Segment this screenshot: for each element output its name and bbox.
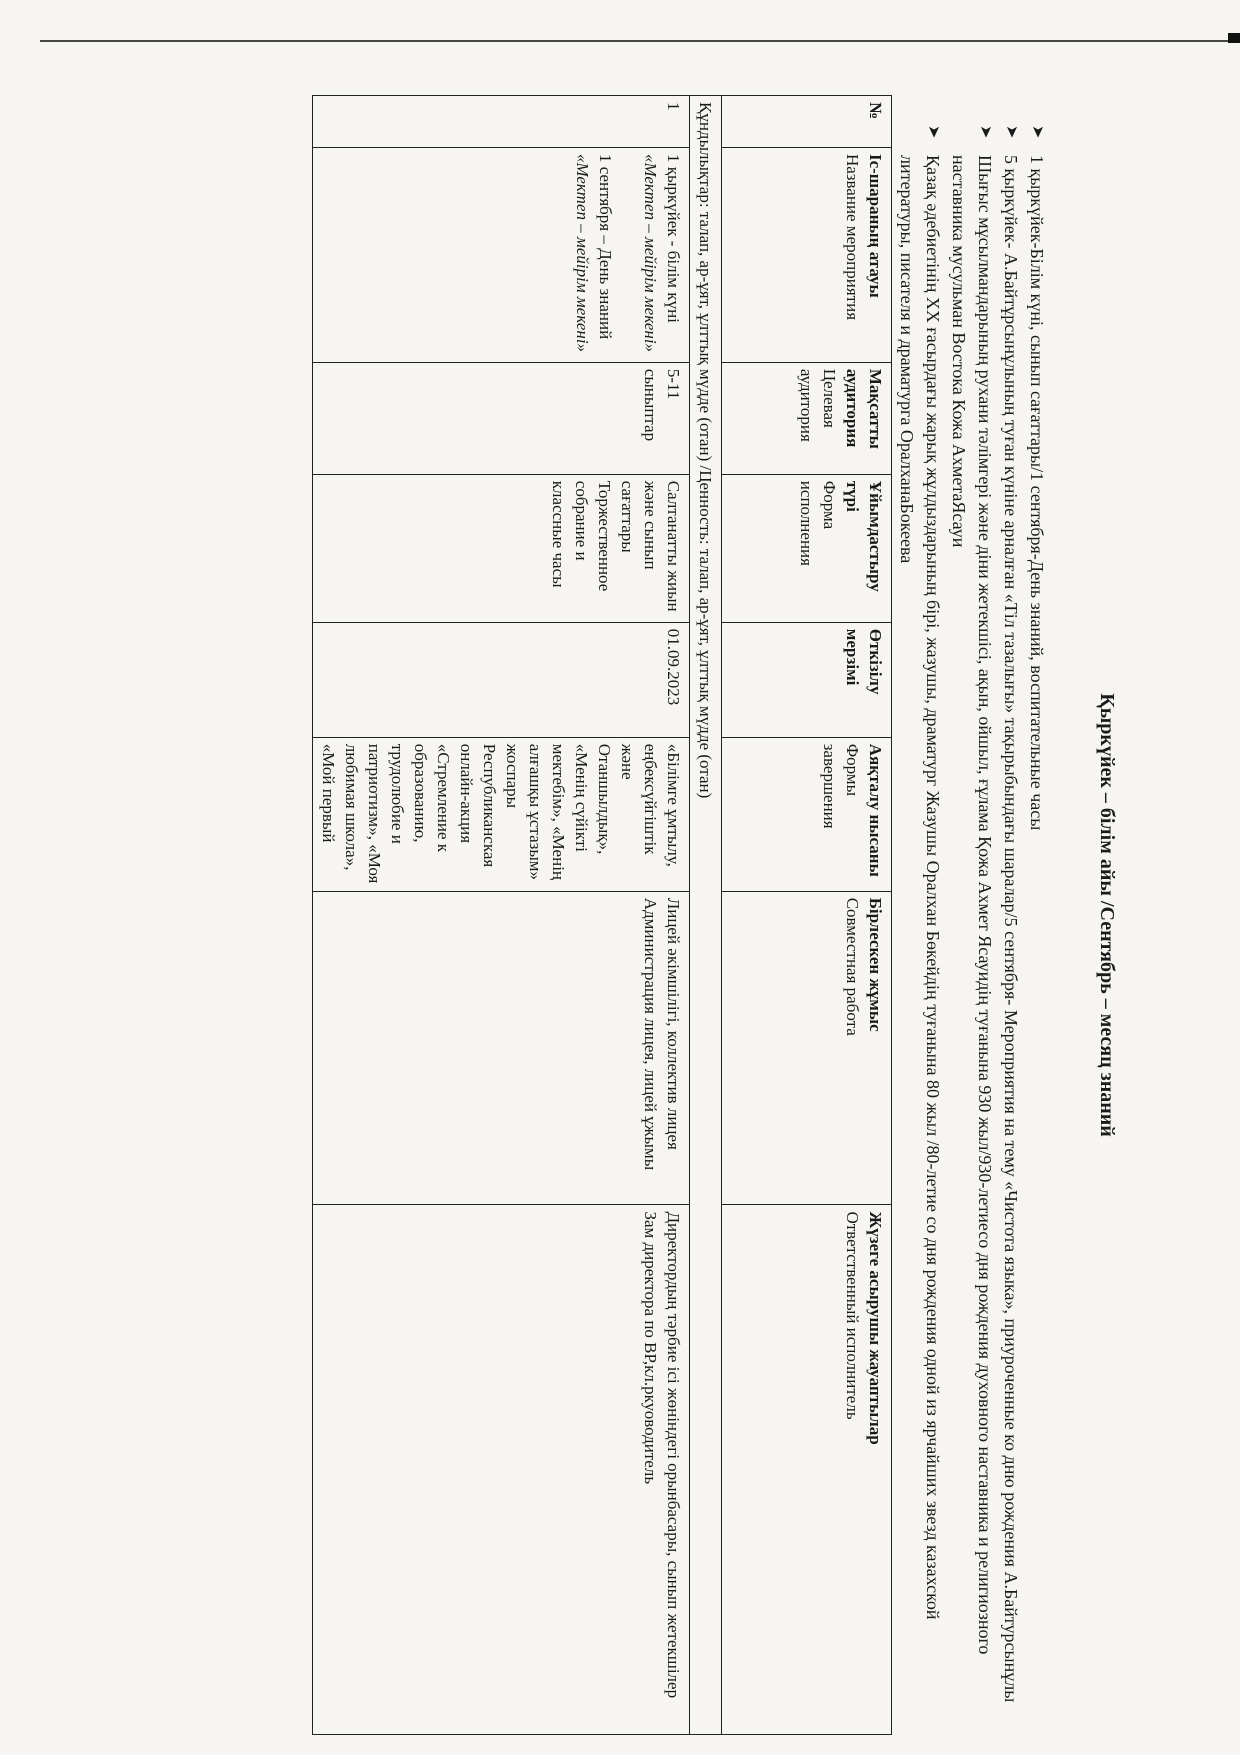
cell-number: 1	[313, 96, 690, 148]
cell-responsible: Директордың тәрбие ісі жөніндегі орынбасары, сынып жетекшілер Зам директора по ВР,кл.ркуоводитель	[313, 1205, 690, 1735]
header-cell-name: Іс-шараның атауы Название мероприятия	[722, 147, 892, 362]
event-text: Қазақ әдебиетінің ХХ ғасырдағы жарық жұлдыздарының бірі, жазушы, драматург Жазушы Оралхан Бөкейдің туғанына 80 жыл /80-летие со дня рождения одной из ярчайших звезд казахской литературы, писателя и драматурга ОралханаБокеева	[897, 155, 943, 1620]
header-cell-responsible: Жүзеге асырушы жауаптылар Ответственный исполнитель	[722, 1205, 892, 1735]
cell-date: 01.09.2023	[313, 622, 690, 737]
list-item	[946, 125, 998, 1705]
cell-event-name: 1 қыркүйек - білім күні «Мектеп – мейірім мекені» 1 сентября – День знаний «Мектеп – мейірім мекені»	[313, 147, 690, 362]
event-text: 1 қыркүйек-Білім күні, сынып сағаттары/1 сентября-День знаний, воспитательные часы	[1027, 155, 1047, 831]
values-section-heading: Құндылықтар: талап, ар-ұят, ұлттық мүдде (отан) /Ценность: талап, ар-ұят, ұлттық мүдде (отан)	[690, 96, 722, 1735]
table-header-row	[722, 96, 892, 1735]
arrow-bullet-icon: ➤	[1003, 125, 1020, 139]
list-item	[1024, 125, 1050, 1705]
scan-corner-mark	[1228, 33, 1240, 43]
document-sheet	[110, 95, 1230, 1735]
list-item	[998, 125, 1024, 1705]
scan-edge-line	[40, 40, 1230, 42]
document-title: Қыркүйек – білім айы /Сентябрь – месяц знаний	[1096, 693, 1118, 1137]
header-cell-completion: Аяқталу нысаны Формы завершения	[722, 737, 892, 891]
cell-audience: 5-11 сыныптар	[313, 362, 690, 474]
activity-plan-table	[312, 95, 892, 1735]
arrow-bullet-icon: ➤	[925, 125, 942, 139]
arrow-bullet-icon: ➤	[1029, 125, 1046, 139]
list-item	[894, 125, 946, 1705]
header-cell-audience: Мақсатты аудитория Целевая аудитория	[722, 362, 892, 474]
table-row	[313, 96, 690, 1735]
cell-completion: «Білімге ұмтылу, еңбексүйгіштік және Отаншылдық», «Менің сүйікті мектебім», «Менің алғашқы ұстазым» жоспары Республиканская онлайн-акция «Стремление к образованию, трудолюбие и патриотизм», «Моя любимая школа», «Мой первый	[313, 737, 690, 891]
event-text: 5 қыркүйек- А.Байтұрсынұлының туған күніне арналған «Тіл тазалығы» тақырыбындағы шаралар/5 сентября- Мероприятия на тему «Чистота языка», приуроченные ко дню рождения А.Байтурсынұлы	[1001, 155, 1021, 1703]
header-cell-form: Ұйымдастыру түрі Форма исполнения	[722, 474, 892, 622]
arrow-bullet-icon: ➤	[977, 125, 994, 139]
events-list	[894, 125, 1050, 1705]
cell-joint-work: Лицей әкімшілігі, коллектив лицея Администрация лицея, лицей ұжымы	[313, 891, 690, 1205]
cell-form: Салтанатты жиын және сынып сағаттары Торжественное собрание и классные часы	[313, 474, 690, 622]
section-row	[690, 96, 722, 1735]
header-cell-date: Өткізілу мерзімі	[722, 622, 892, 737]
header-cell-number: №	[722, 96, 892, 148]
event-text: Шығыс мұсылмандарының рухани тәлімгері және діни жетекшісі, ақын, ойшыл, ғұлама Қожа Ахмет Ясауидің туғанына 930 жыл/930-летиесо дня рождения духовного наставника и религиозного наставника мусульман Востока Кожа АхметаЯсауи	[949, 155, 995, 1655]
header-cell-joint-work: Бірлескен жұмыс Совместная работа	[722, 891, 892, 1205]
